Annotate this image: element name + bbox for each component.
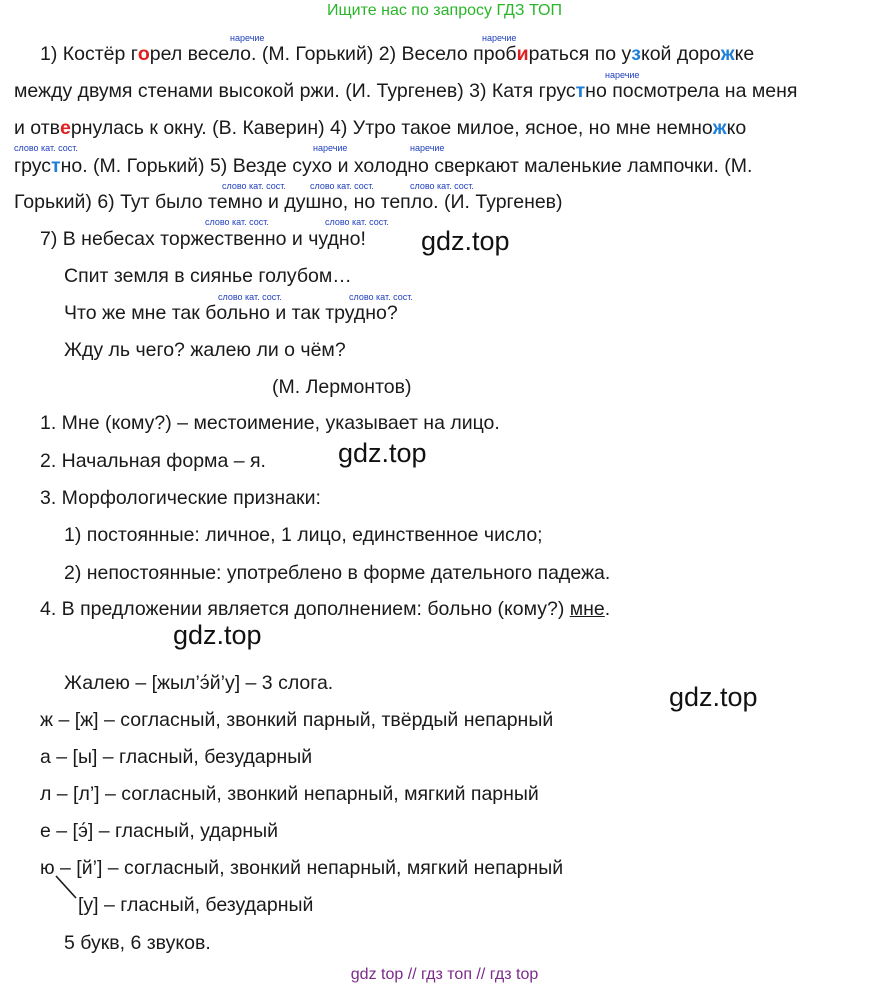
- phonetics-row-6: [у] – гласный, безударный: [78, 894, 314, 916]
- tag-state-8: слово кат. сост.: [349, 292, 413, 302]
- tag-state-2: слово кат. сост.: [222, 181, 286, 191]
- phonetics-row-3: л – [л’] – согласный, звонкий непарный, мягкий парный: [40, 783, 539, 805]
- underlined-word: мне: [569, 598, 605, 620]
- para-line-1: 1) Костёр горел весело. (М. Горький) 2) Весело пробираться по узкой дорожке: [40, 43, 755, 65]
- analysis-item-4: 4. В предложении является дополнением: больно (кому?) мне.: [40, 598, 611, 620]
- watermark-4: gdz.top: [669, 682, 758, 712]
- poem-author: (М. Лермонтов): [272, 376, 412, 398]
- phonetics-row-5: ю – [й’] – согласный, звонкий непарный, мягкий непарный: [40, 857, 564, 879]
- tag-state-4: слово кат. сост.: [410, 181, 474, 191]
- watermark-3: gdz.top: [173, 620, 262, 650]
- para-line-5: Горький) 6) Тут было темно и душно, но тепло. (И. Тургенев): [14, 191, 563, 213]
- poem-line-3: Что же мне так больно и так трудно?: [64, 302, 398, 324]
- analysis-item-3: 3. Морфологические признаки:: [40, 487, 321, 509]
- tag-state-6: слово кат. сост.: [325, 217, 389, 227]
- watermark-2: gdz.top: [338, 438, 427, 468]
- tag-adverb-2: наречие: [482, 33, 517, 43]
- watermark-1: gdz.top: [421, 226, 510, 256]
- tag-state-5: слово кат. сост.: [205, 217, 269, 227]
- poem-line-2: Спит земля в сиянье голубом…: [64, 265, 352, 287]
- tag-adverb-3: наречие: [605, 70, 640, 80]
- para-line-4: грустно. (М. Горький) 5) Везде сухо и холодно сверкают маленькие лампочки. (М.: [14, 155, 753, 177]
- analysis-item-3a: 1) постоянные: личное, 1 лицо, единственное число;: [64, 524, 543, 546]
- analysis-item-2: 2. Начальная форма – я.: [40, 450, 266, 472]
- phonetics-header: Жалею – [жыл’э́й’у] – 3 слога.: [64, 672, 334, 694]
- search-banner[interactable]: Ищите нас по запросу ГДЗ ТОП: [327, 2, 562, 19]
- tag-adverb-1: наречие: [230, 33, 265, 43]
- phonetics-summary: 5 букв, 6 звуков.: [64, 932, 211, 954]
- analysis-item-3b: 2) непостоянные: употреблено в форме дательного падежа.: [64, 562, 611, 584]
- para-line-3: и отвернулась к окну. (В. Каверин) 4) Утро такое милое, ясное, но мне немножко: [14, 117, 747, 139]
- tag-adverb-4: наречие: [313, 143, 348, 153]
- footer-links[interactable]: gdz top // гдз топ // гдз top: [350, 966, 539, 983]
- phonetics-row-4: е – [э́] – гласный, ударный: [40, 820, 279, 842]
- poem-line-4: Жду ль чего? жалею ли о чём?: [64, 339, 346, 361]
- para-line-2: между двумя стенами высокой ржи. (И. Тургенев) 3) Катя грустно посмотрела на меня: [14, 80, 798, 102]
- tag-adverb-5: наречие: [410, 143, 445, 153]
- tag-state-1: слово кат. сост.: [14, 143, 78, 153]
- phonetics-row-2: а – [ы] – гласный, безударный: [40, 746, 313, 768]
- tag-state-7: слово кат. сост.: [218, 292, 282, 302]
- tag-state-3: слово кат. сост.: [310, 181, 374, 191]
- poem-line-1: 7) В небесах торжественно и чудно!: [40, 228, 366, 250]
- phonetics-row-1: ж – [ж] – согласный, звонкий парный, твёрдый непарный: [40, 709, 554, 731]
- analysis-item-1: 1. Мне (кому?) – местоимение, указывает на лицо.: [40, 412, 500, 434]
